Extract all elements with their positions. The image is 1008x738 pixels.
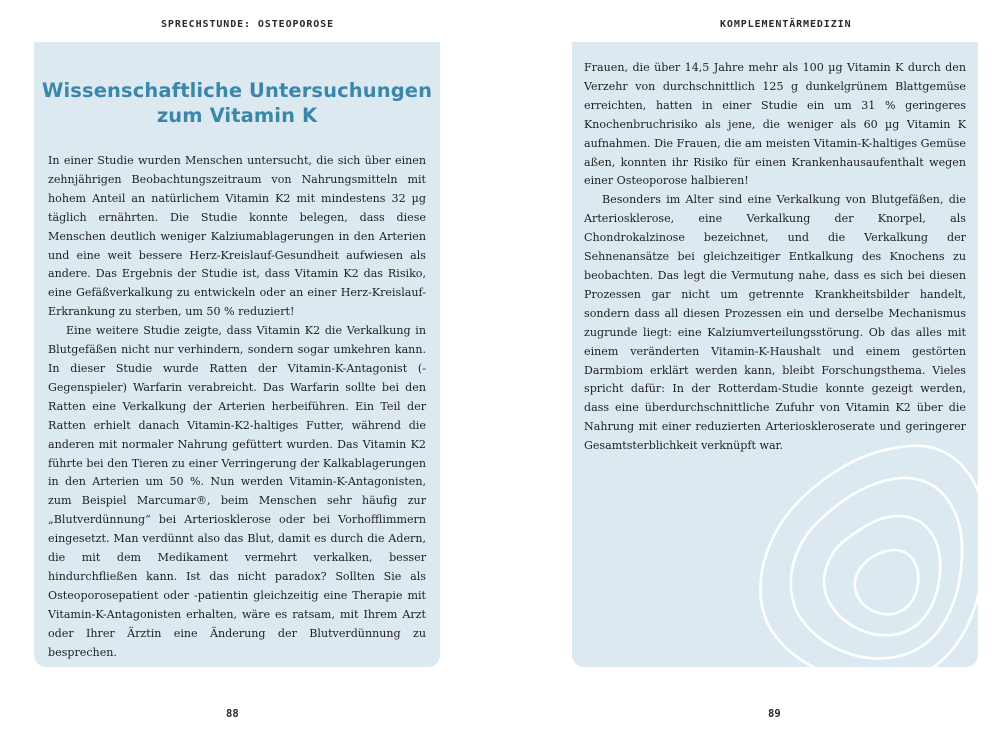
left-page-panel (34, 42, 440, 667)
paragraph: Besonders im Alter sind eine Verkalkung von Blutgefäßen, die Arteriosklerose, eine Verkalkung der Knorpel, als Chondrokalzinose bezeichnet, und die Verkalkung der Sehnenansätze bei gleichzeitiger Entkalkung des Knochens zu beobachten. Das legt die Vermutung nahe, dass es sich bei diesen Prozessen gar nicht um getrennte Krankheitsbilder handelt, sondern dass all diesen Prozessen ein und derselbe Mechanismus zugrunde liegt: eine Kalziumverteilungsstörung. Ob das alles mit einem veränderten Vitamin-K-Haushalt und einem gestörten Darmbiom erklärt werden kann, bleibt Forschungsthema. Vieles spricht dafür: In der Rotterdam-Studie konnte gezeigt werden, dass eine überdurchschnittliche Zufuhr von Vitamin K2 über die Nahrung mit einer reduzierten Arterioskleroserate und geringerer Gesamtsterblichkeit verknüpft war. (584, 193, 966, 453)
section-title (34, 78, 440, 128)
running-head-right: KOMPLEMENTÄRMEDIZIN (720, 19, 852, 30)
section-title-line-1: Wissenschaftliche Untersuchungen (41, 79, 433, 102)
paragraph: Eine weitere Studie zeigte, dass Vitamin K2 die Verkalkung in Blutgefäßen nicht nur verhindern, sondern sogar umkehren kann. In dieser Studie wurde Ratten der Vitamin-K-Antagonist (-Gegenspieler) Warfarin verabreicht. Das Warfarin sollte bei den Ratten eine Verkalkung der Arterien herbeiführen. Ein Teil der Ratten erhielt danach Vitamin-K2-haltiges Futter, während die anderen mit normaler Nahrung gefüttert wurden. Das Vitamin K2 führte bei den Tieren zu einer Verringerung der Kalkablagerungen in den Arterien um 50 %. Nun werden Vitamin-K-Antagonisten, zum Beispiel Marcumar®, beim Menschen sehr häufig zur „Blutverdünnung“ bei Arteriosklerose oder bei Vorhofflimmern eingesetzt. Man verdünnt also das Blut, damit es durch die Adern, die mit dem Medikament vermehrt verkalken, besser hindurchfließen kann. Ist das nicht paradox? Sollten Sie als Osteoporosepatient oder -patientin gleichzeitig eine Therapie mit Vitamin-K-Antagonisten erhalten, wäre es ratsam, mit Ihrem Arzt oder Ihrer Ärztin eine Änderung der Blutverdünnung zu besprechen. (48, 324, 426, 659)
right-body-text (584, 59, 966, 456)
concentric-rings-icon (752, 432, 978, 667)
left-body-text (48, 152, 426, 662)
paragraph: Frauen, die über 14,5 Jahre mehr als 100 µg Vitamin K durch den Verzehr von durchschnittlich 125 g dunkelgrünem Blattgemüse erreichten, hatten in einer Studie ein um 31 % geringeres Knochenbruchrisiko als jene, die weniger als 60 µg Vitamin K aufnahmen. Die Frauen, die am meisten Vitamin-K-haltiges Gemüse aßen, konnten ihr Risiko für einen Krankenhausaufenthalt wegen einer Osteoporose halbieren! (584, 61, 966, 188)
page-number-left: 88 (226, 708, 239, 720)
running-head-left: SPRECHSTUNDE: OSTEOPOROSE (161, 19, 335, 30)
page-number-right: 89 (768, 708, 781, 720)
section-title-line-2: zum Vitamin K (156, 104, 318, 127)
paragraph: In einer Studie wurden Menschen untersucht, die sich über einen zehnjährigen Beobachtungszeitraum von Nahrungsmitteln mit hohem Anteil an natürlichem Vitamin K2 mit mindestens 32 µg täglich ernährten. Die Studie konnte belegen, dass diese Menschen deutlich weniger Kalziumablagerungen in den Arterien und eine weit bessere Herz-Kreislauf-Gesundheit aufwiesen als andere. Das Ergebnis der Studie ist, dass Vitamin K2 das Risiko, eine Gefäßverkalkung zu entwickeln oder an einer Herz-Kreislauf-Erkrankung zu sterben, um 50 % reduziert! (48, 154, 426, 319)
right-page-panel (572, 42, 978, 667)
